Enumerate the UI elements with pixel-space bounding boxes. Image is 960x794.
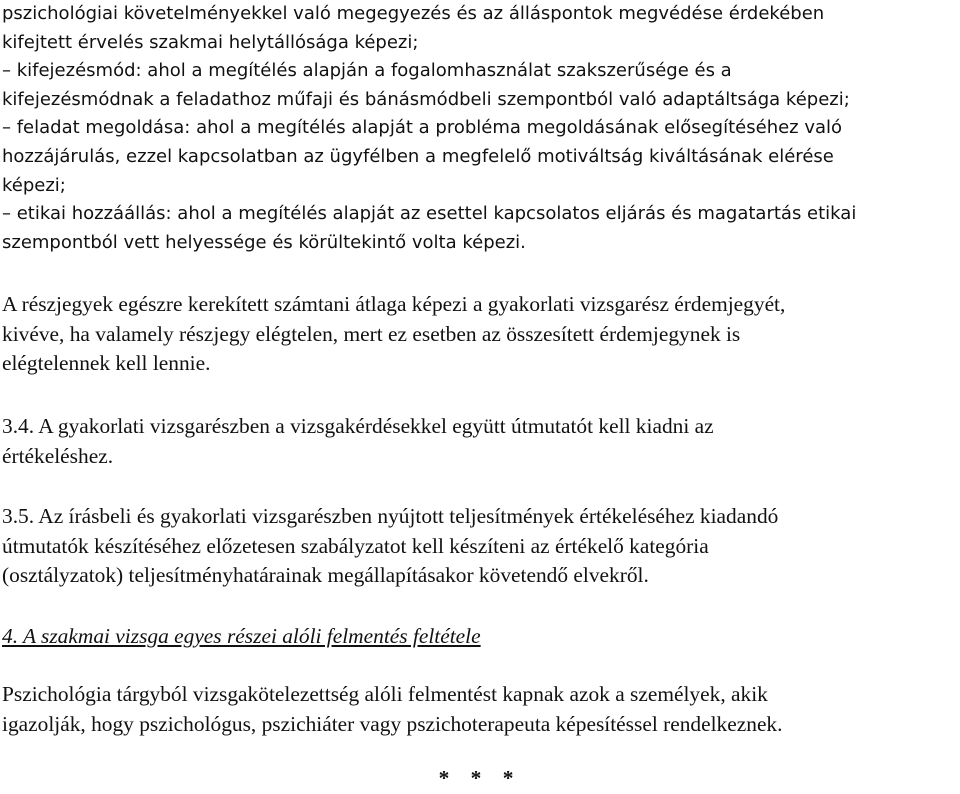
- text-line: igazolják, hogy pszichológus, pszichiáter vagy pszichoterapeuta képesítéssel rendelkeznek.: [2, 711, 783, 736]
- text-line: elégtelennek kell lennie.: [2, 351, 211, 375]
- text-line: A részjegyek egészre kerekített számtani átlaga képezi a gyakorlati vizsgarész érdemjegyét,: [2, 292, 786, 316]
- evaluation-criteria-block: [2, 0, 957, 257]
- text-line: kifejezésmódnak a feladathoz műfaji és bánásmódbeli szempontból való adaptáltsága képezi;: [2, 88, 850, 110]
- paragraph-3-4: [2, 412, 957, 471]
- text-line: útmutatók készítéséhez előzetesen szabályzatot kell készíteni az értékelő kategória: [2, 533, 709, 558]
- text-line: 3.5. Az írásbeli és gyakorlati vizsgarészben nyújtott teljesítmények értékeléséhez kiadandó: [2, 504, 779, 528]
- section-4-body: [2, 680, 957, 739]
- text-line: kifejtett érvelés szakmai helytállósága képezi;: [2, 31, 419, 53]
- text-line: 3.4. A gyakorlati vizsgarészben a vizsgakérdésekkel együtt útmutatót kell kiadni az: [2, 414, 714, 438]
- text-line: pszichológiai követelményekkel való megegyezés és az álláspontok megvédése érdekében: [2, 3, 825, 24]
- text-line: hozzájárulás, ezzel kapcsolatban az ügyfélben a megfelelő motiváltság kiváltásának elérése: [2, 145, 834, 167]
- separator-text: * * *: [438, 766, 522, 790]
- section-4-heading-block: [2, 622, 957, 652]
- text-line: értékeléshez.: [2, 443, 114, 468]
- section-heading: 4. A szakmai vizsga egyes részei alóli felmentés feltétele: [2, 624, 481, 648]
- list-item-ethical-attitude: – etikai hozzáállás: ahol a megítélés alapját az esettel kapcsolatos eljárás és magatartás etikai: [2, 203, 857, 225]
- text-line: kivéve, ha valamely részjegy elégtelen, mert ez esetben az összesített érdemjegynek is: [2, 321, 741, 346]
- list-item-task-solution: – feladat megoldása: ahol a megítélés alapját a probléma megoldásának elősegítéséhez való: [2, 117, 843, 139]
- text-line: Pszichológia tárgyból vizsgakötelezettség alóli felmentést kapnak azok a személyek, akik: [2, 682, 768, 706]
- text-line: képezi;: [2, 174, 66, 196]
- separator-stars: [0, 764, 960, 794]
- paragraph-3-5: [2, 502, 957, 591]
- text-line: szempontból vett helyessége és körültekintő volta képezi.: [2, 231, 526, 253]
- paragraph-average-grade: [2, 290, 957, 379]
- text-line: (osztályzatok) teljesítményhatárainak megállapításakor követendő elvekről.: [2, 563, 649, 587]
- list-item-expression: – kifejezésmód: ahol a megítélés alapján a fogalomhasználat szakszerűsége és a: [2, 60, 732, 82]
